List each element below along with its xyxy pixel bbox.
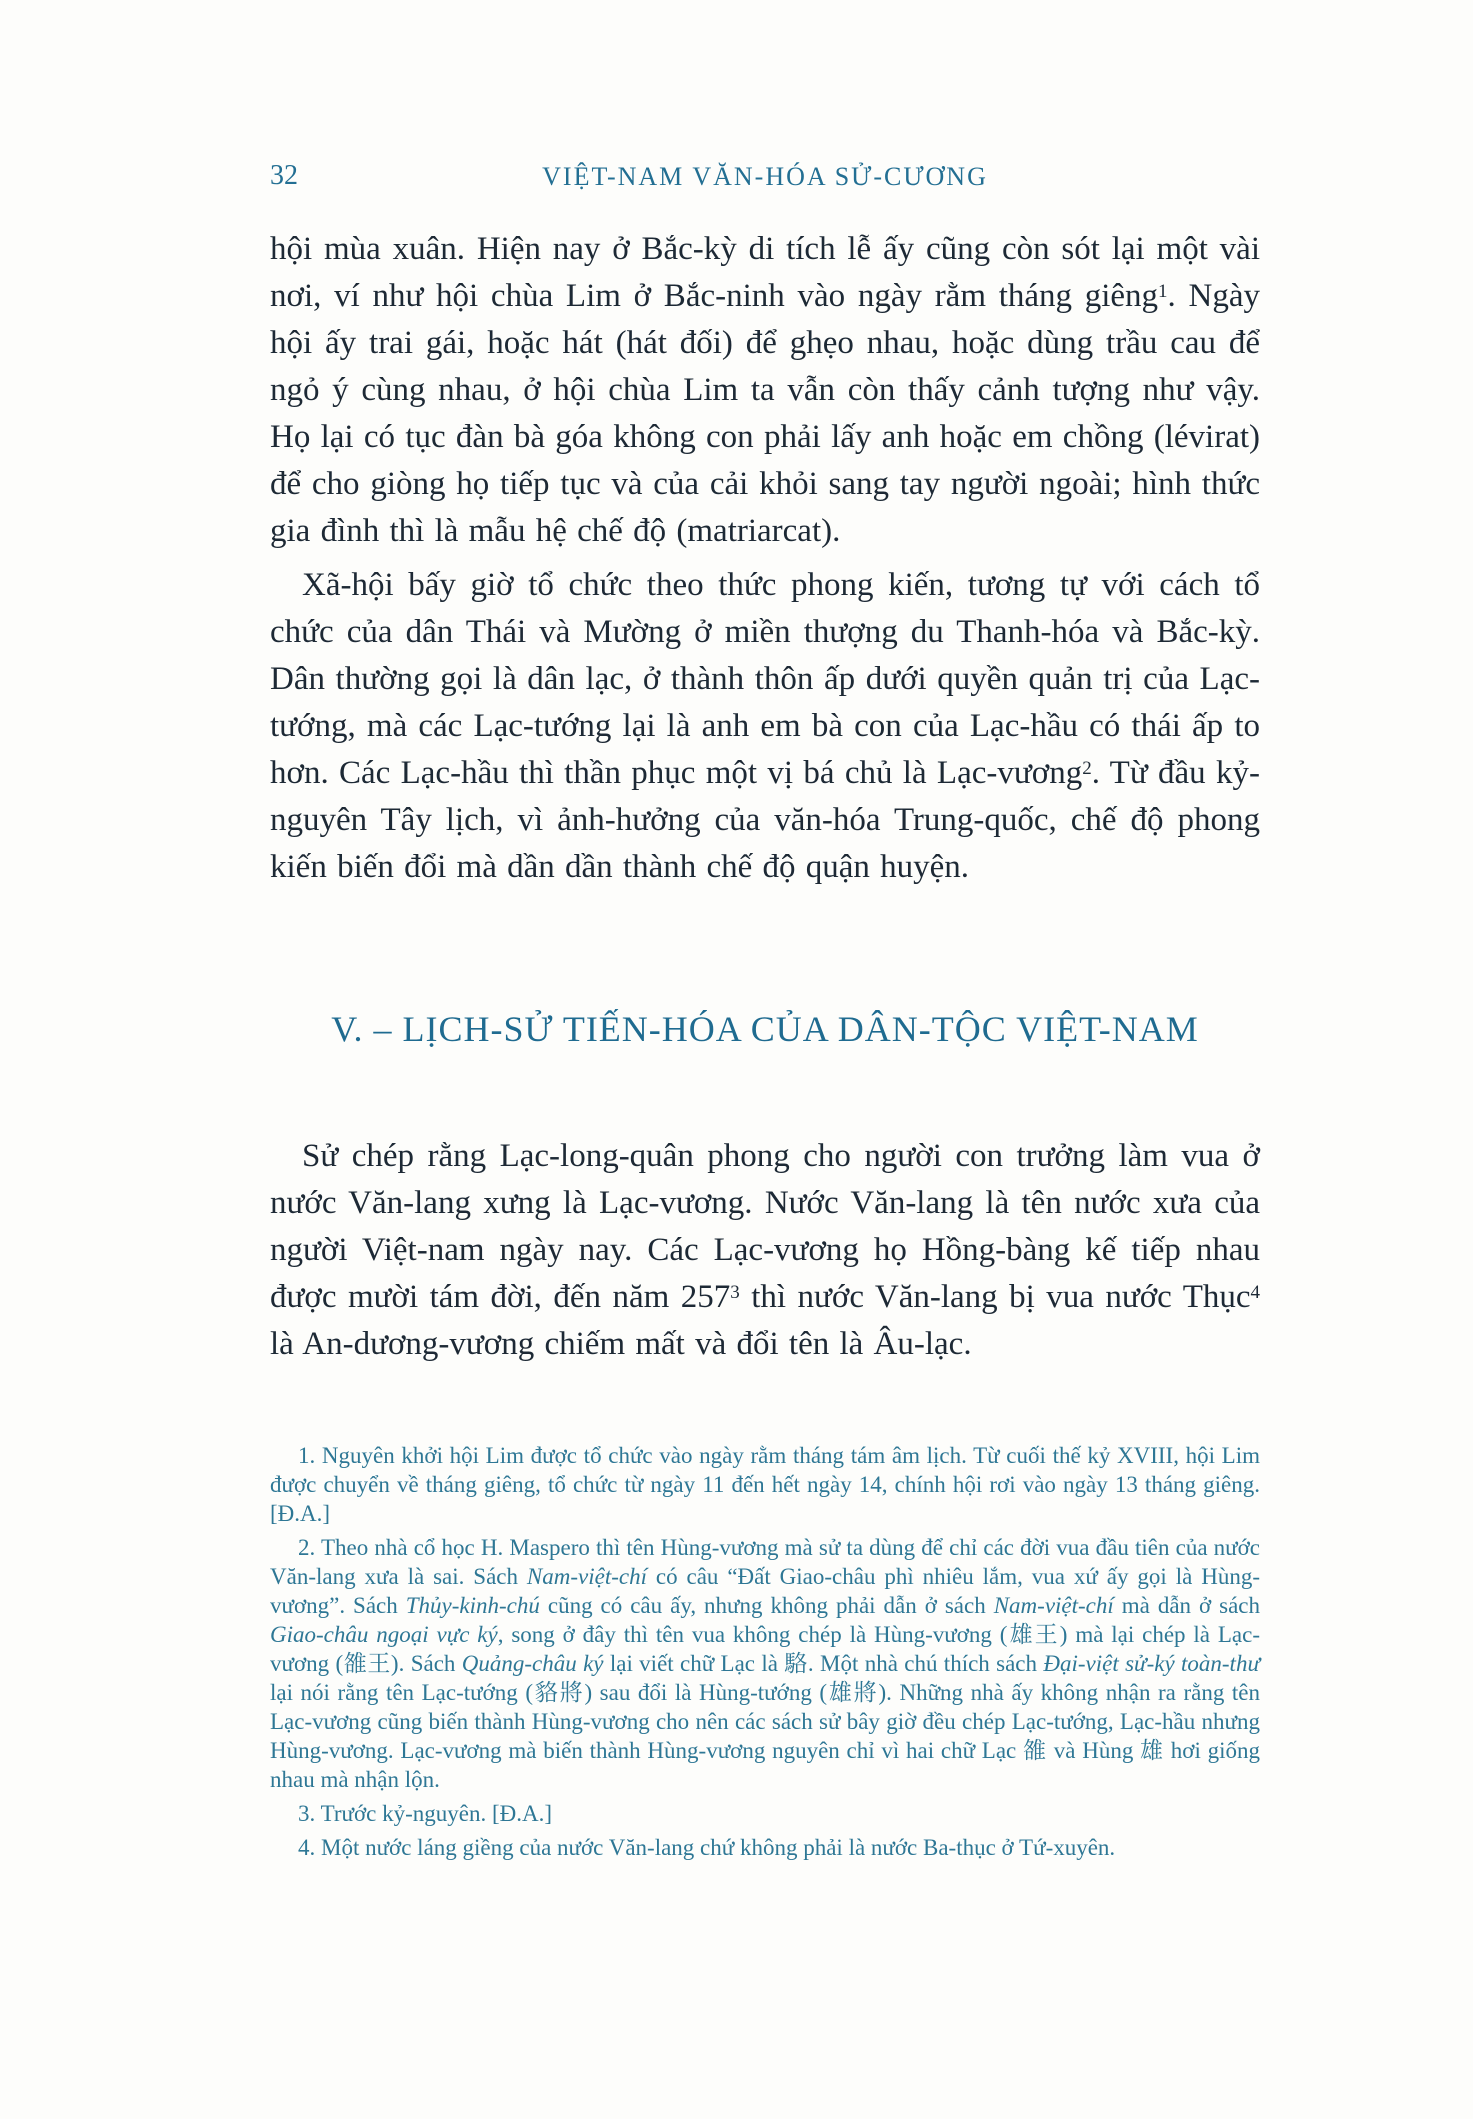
footnote-ref-3: 3 [730, 1282, 740, 1303]
footnote-4: 4. Một nước láng giềng của nước Văn-lang chứ không phải là nước Ba-thục ở Tứ-xuyên. [298, 1835, 1116, 1860]
footnotes-section [270, 1441, 1260, 1867]
footnote-text: lại nói rằng tên Lạc-tướng (貉將) sau đổi là Hùng-tướng (雄將). Những nhà ấy không nhận ra rằng tên Lạc-vương cũng biến thành Hùng-vương cho nên các sách sử bây giờ đều chép Lạc-tướng, Lạc-hầu nhưng Hùng-vương. Lạc-vương mà biến thành Hùng-vương nguyên chỉ vì hai chữ Lạc 雒 và Hùng 雄 hơi giống nhau mà nhận lộn. [270, 1680, 1260, 1792]
paragraph-text: thì nước Văn-lang bị vua nước Thục [739, 1279, 1251, 1315]
footnote-1: 1. Nguyên khởi hội Lim được tổ chức vào ngày rằm tháng tám âm lịch. Từ cuối thế kỷ XVIII, hội Lim được chuyển về tháng giêng, tổ chức từ ngày 11 đến hết ngày 14, chính hội rơi vào ngày 13 tháng giêng. [Đ.A.] [270, 1443, 1260, 1526]
paragraph-text: . Ngày hội ấy trai gái, hoặc hát (hát đối) để ghẹo nhau, hoặc dùng trầu cau để ngỏ ý cùng nhau, ở hội chùa Lim ta vẫn còn thấy cảnh tượng như vậy. Họ lại có tục đàn bà góa không con phải lấy anh hoặc em chồng (lévirat) để cho giòng họ tiếp tục và của cải khỏi sang tay người ngoài; hình thức gia đình thì là mẫu hệ chế độ (matriarcat). [270, 278, 1260, 549]
footnote-ref-4: 4 [1250, 1282, 1260, 1303]
footnote-text: , song ở đây thì tên vua không chép là Hùng-vương (雄王) mà lại chép là Lạc-vương (雒王). Sách [270, 1622, 1260, 1676]
body-paragraph-3 [270, 1133, 1260, 1368]
paragraph-text: là An-dương-vương chiếm mất và đổi tên là Âu-lạc. [270, 1326, 972, 1362]
book-title-italic: Đại-việt sử-ký toàn-thư [1043, 1651, 1260, 1676]
footnote-text: có câu “Đất Giao-châu phì nhiêu lắm, vua xứ ấy gọi là Hùng-vương”. Sách [270, 1564, 1260, 1618]
footnote-text: 2. Theo nhà cổ học H. Maspero thì tên Hùng-vương mà sử ta dùng để chỉ các đời vua đầu tiên của nước Văn-lang xưa là sai. Sách [270, 1535, 1260, 1589]
book-title-italic: Quảng-châu ký [461, 1651, 604, 1676]
paragraph-text: Sử chép rằng Lạc-long-quân phong cho người con trưởng làm vua ở nước Văn-lang xưng là Lạc-vương. Nước Văn-lang là tên nước xưa của người Việt-nam ngày nay. Các Lạc-vương họ Hồng-bàng kế tiếp nhau được mười tám đời, đến năm 257 [270, 1138, 1260, 1315]
book-title-italic: Giao-châu ngoại vực ký [270, 1622, 498, 1647]
running-title: VIỆT-NAM VĂN-HÓA SỬ-CƯƠNG [542, 162, 988, 191]
book-title-italic: Thủy-kinh-chú [405, 1593, 540, 1618]
page-number: 32 [270, 160, 298, 191]
body-paragraph-1 [270, 226, 1260, 555]
body-paragraph-2 [270, 562, 1260, 891]
footnote-text: lại viết chữ Lạc là 駱. Một nhà chú thích sách [603, 1651, 1044, 1676]
paragraph-text: Xã-hội bấy giờ tổ chức theo thức phong kiến, tương tự với cách tổ chức của dân Thái và Mường ở miền thượng du Thanh-hóa và Bắc-kỳ. Dân thường gọi là dân lạc, ở thành thôn ấp dưới quyền quản trị của Lạc-tướng, mà các Lạc-tướng lại là anh em bà con của Lạc-hầu có thái ấp to hơn. Các Lạc-hầu thì thần phục một vị bá chủ là Lạc-vương [270, 567, 1260, 791]
footnote-ref-2: 2 [1082, 758, 1092, 779]
book-title-italic: Nam-việt-chí [526, 1564, 647, 1589]
footnote-2 [270, 1533, 1260, 1794]
paragraph-text: hội mùa xuân. Hiện nay ở Bắc-kỳ di tích lễ ấy cũng còn sót lại một vài nơi, ví như hội chùa Lim ở Bắc-ninh vào ngày rằm tháng giêng [270, 231, 1260, 314]
footnote-ref-1: 1 [1158, 281, 1168, 302]
footnote-text: mà dẫn ở sách [1113, 1593, 1261, 1618]
page-header [270, 160, 1260, 200]
section-heading: V. – LỊCH-SỬ TIẾN-HÓA CỦA DÂN-TỘC VIỆT-NAM [331, 1009, 1199, 1049]
footnote-3: 3. Trước kỷ-nguyên. [Đ.A.] [298, 1801, 552, 1826]
footnote-text: cũng có câu ấy, nhưng không phải dẫn ở sách [539, 1593, 994, 1618]
paragraph-text: . Từ đầu kỷ-nguyên Tây lịch, vì ảnh-hưởng của văn-hóa Trung-quốc, chế độ phong kiến biến đổi mà dần dần thành chế độ quận huyện. [270, 755, 1260, 885]
book-title-italic: Nam-việt-chí [993, 1593, 1114, 1618]
